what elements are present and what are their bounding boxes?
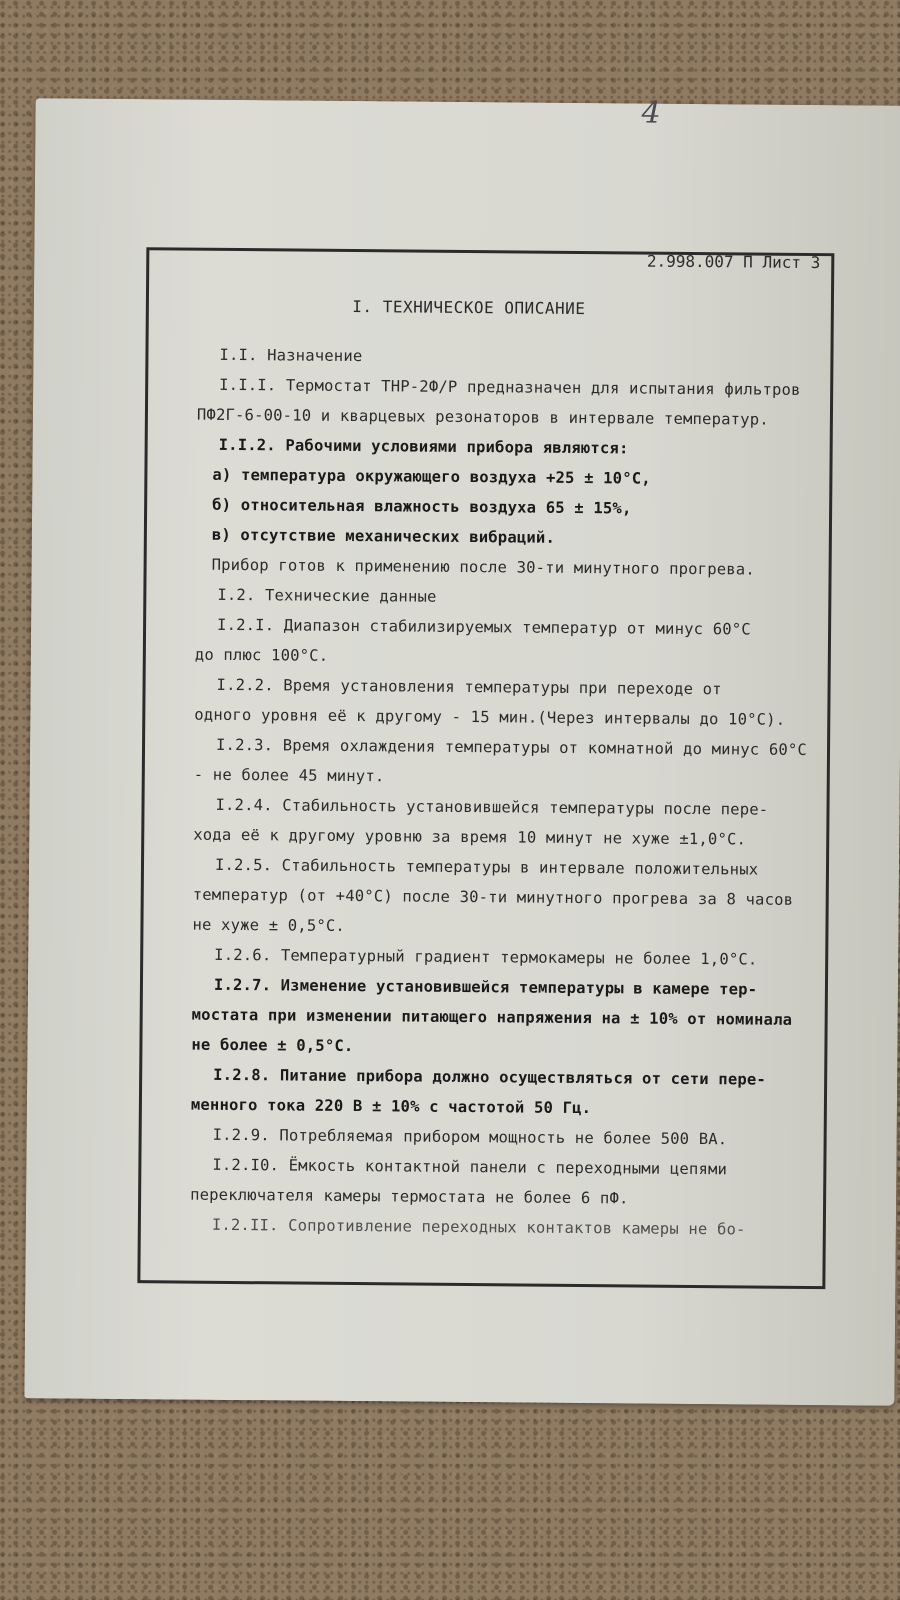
text-line: Прибор готов к применению после 30-ти минутного прогрева. [211,555,755,579]
text-line: температур (от +40°С) после 30-ти минутного прогрева за 8 часов [192,885,794,909]
text-line: I.I.2. Рабочими условиями прибора являются: [218,435,629,458]
text-line: хода её к другому уровню за время 10 минут не хуже ±1,0°С. [193,825,747,849]
text-line: I.2.I. Диапазон стабилизируемых температур от минус 60°С [217,615,751,639]
text-line: ПФ2Г-6-00-10 и кварцевых резонаторов в интервале температур. [196,405,769,429]
document-code: 2.998.007 П Лист 3 [646,251,821,273]
text-line: I.2.9. Потребляемая прибором мощность не более 500 ВА. [212,1125,728,1149]
text-line: одного уровня её к другому - 15 мин.(Через интервалы до 10°С). [194,705,786,729]
text-line: до плюс 100°С. [194,645,329,665]
text-line: - не более 45 минут. [193,765,385,786]
text-line: не хуже ± 0,5°С. [192,915,346,935]
text-line: I.2.8. Питание прибора должно осуществляться от сети пере- [213,1065,767,1089]
section-title: I. ТЕХНИЧЕСКОЕ ОПИСАНИЕ [352,297,586,319]
text-line: I.2. Технические данные [217,585,437,606]
document-sheet [24,95,900,1406]
text-line: I.2.5. Стабильность температуры в интервале положительных [214,855,759,879]
text-line: б) относительная влажность воздуха 65 ± 15%, [212,495,632,518]
text-line: I.2.3. Время охлаждения температуры от комнатной до минус 60°С [215,735,808,759]
text-line: I.2.6. Температурный градиент термокамеры не более 1,0°С. [214,945,758,969]
text-line: переключателя камеры термостата не более 6 пФ. [190,1185,629,1208]
text-line: I.2.7. Изменение установившейся температуры в камере тер- [213,975,758,999]
text-line: в) отсутствие механических вибраций. [211,525,556,547]
text-line: I.2.II. Сопротивление переходных контактов камеры не бо- [211,1215,746,1239]
text-line: I.2.I0. Ёмкость контактной панели с переходными цепями [212,1155,728,1179]
handwritten-page-number: 4 [641,95,661,131]
text-line: мостата при изменении питающего напряжения на ± 10% от номинала [191,1005,793,1029]
text-line: I.I. Назначение [219,345,363,366]
text-line: I.2.4. Стабильность установившейся температуры после пере- [215,795,769,819]
text-line: а) температура окружающего воздуха +25 ± 10°С, [212,465,651,488]
text-line: менного тока 220 В ± 10% с частотой 50 Гц. [190,1095,592,1118]
text-line: I.I.I. Термостат ТНР-2Ф/Р предназначен для испытания фильтров [219,375,801,399]
text-line: I.2.2. Время установления температуры при переходе от [216,675,722,699]
text-line: не более ± 0,5°С. [191,1035,354,1056]
